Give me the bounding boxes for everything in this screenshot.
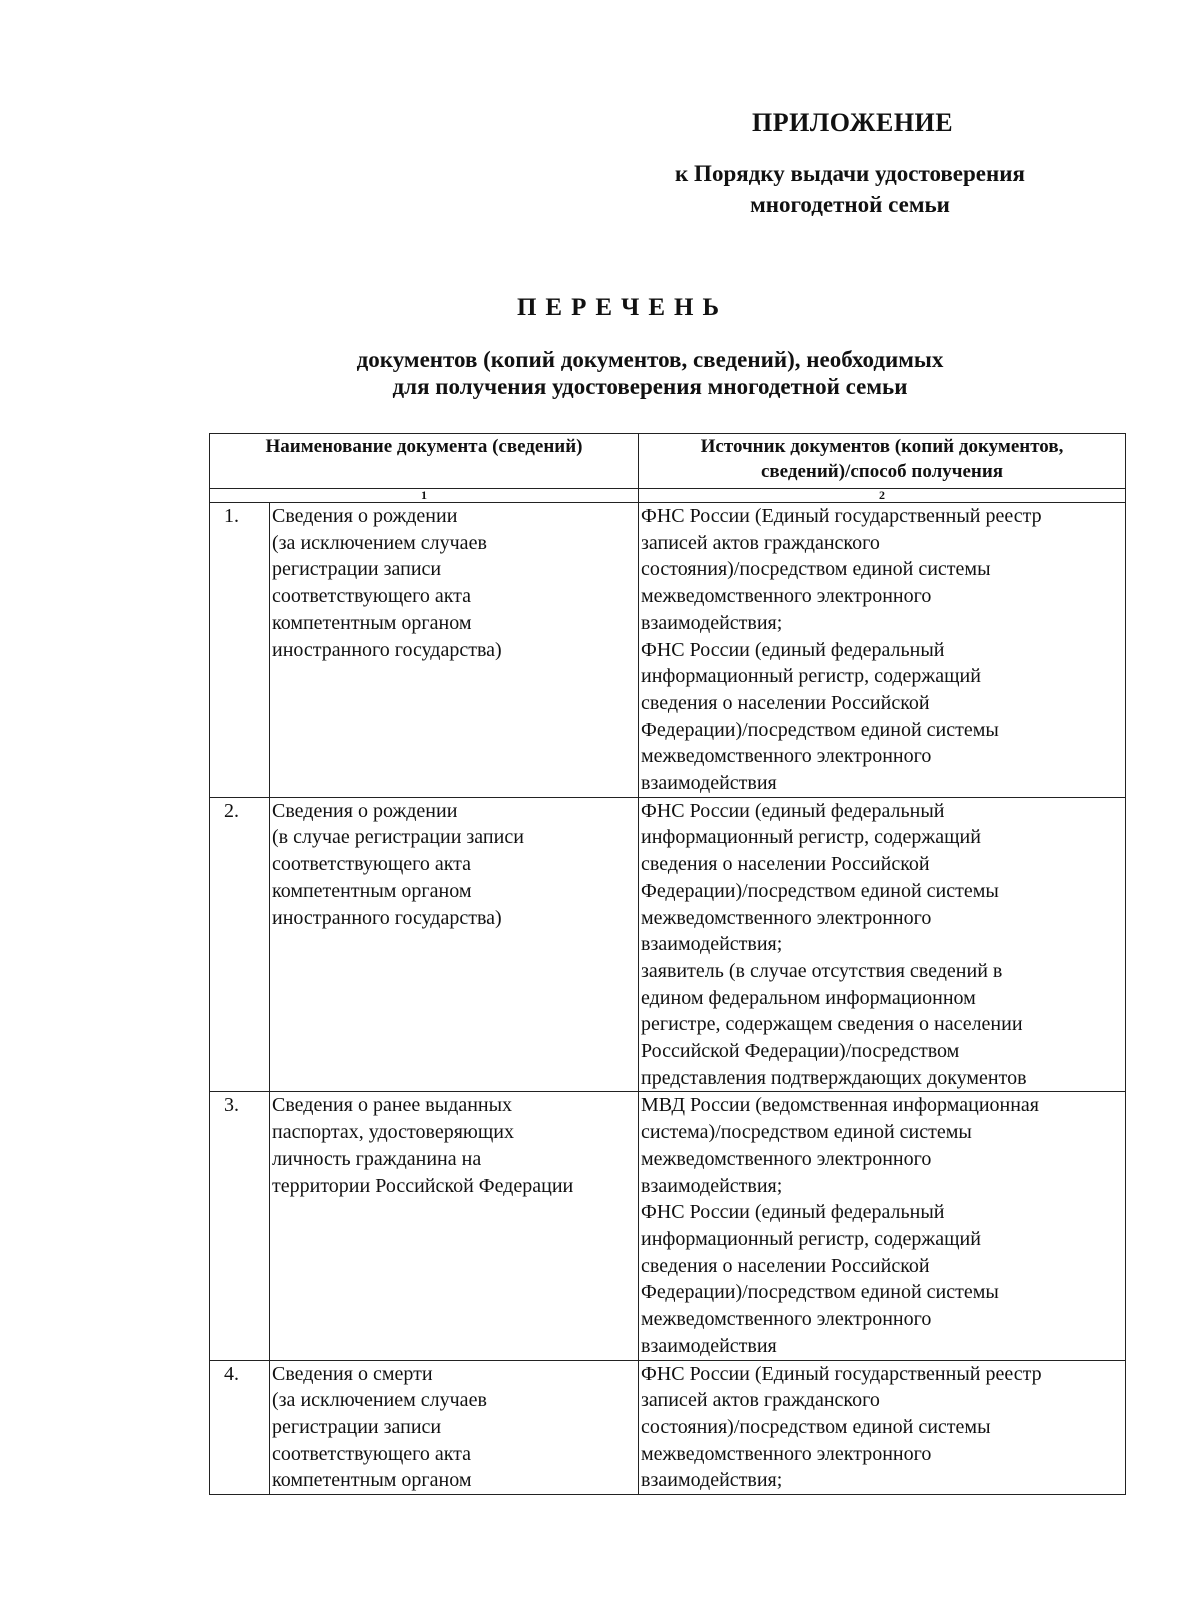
list-subtitle-line-2: для получения удостоверения многодетной семьи: [392, 374, 908, 399]
document-name-line: регистрации записи: [272, 558, 442, 581]
column-number-row: [210, 489, 1126, 503]
document-source-line: состояния)/посредством единой системы: [641, 558, 991, 581]
document-name-cell: [270, 797, 639, 1092]
document-source-cell: [639, 503, 1126, 798]
document-source-line: ФНС России (единый федеральный: [641, 638, 945, 661]
row-number: 1.: [210, 503, 270, 798]
col2-header-line-1: Источник документов (копий документов,: [700, 436, 1064, 457]
document-name-line: (за исключением случаев: [272, 1389, 487, 1412]
document-name-line: Сведения о рождении: [272, 799, 458, 822]
document-source-line: межведомственного электронного: [641, 906, 932, 929]
document-source-line: Федерации)/посредством единой системы: [641, 1281, 999, 1304]
document-source-line: сведения о населении Российской: [641, 691, 930, 714]
document-source-line: взаимодействия;: [641, 611, 783, 634]
document-source-line: состояния)/посредством единой системы: [641, 1415, 991, 1438]
document-source-line: межведомственного электронного: [641, 1308, 932, 1331]
document-name-line: личность гражданина на: [272, 1147, 482, 1170]
document-source-line: взаимодействия;: [641, 1174, 783, 1197]
document-name-cell: [270, 503, 639, 798]
document-source-line: информационный регистр, содержащий: [641, 826, 981, 849]
row-number: 3.: [210, 1092, 270, 1360]
document-source-line: взаимодействия;: [641, 1469, 783, 1492]
document-source-line: едином федеральном информационном: [641, 986, 976, 1009]
table-row: [210, 1360, 1126, 1495]
document-source-line: межведомственного электронного: [641, 1147, 932, 1170]
document-name-cell: [270, 1092, 639, 1360]
document-source-line: Федерации)/посредством единой системы: [641, 718, 999, 741]
appendix-subtitle: [600, 158, 1100, 220]
document-name-line: иностранного государства): [272, 638, 502, 661]
table-row: [210, 503, 1126, 798]
document-source-cell: [639, 797, 1126, 1092]
document-source-line: Федерации)/посредством единой системы: [641, 879, 999, 902]
col1-number: 1: [210, 489, 639, 503]
document-source-line: Российской Федерации)/посредством: [641, 1040, 960, 1063]
appendix-subtitle-line-1: к Порядку выдачи удостоверения: [675, 161, 1025, 186]
appendix-title: ПРИЛОЖЕНИЕ: [752, 108, 954, 137]
document-source-cell: [639, 1092, 1126, 1360]
col2-header: [639, 434, 1126, 489]
document-source-line: МВД России (ведомственная информационная: [641, 1094, 1040, 1117]
documents-table: [209, 433, 1126, 1495]
table-body: [210, 503, 1126, 1495]
document-source-line: регистре, содержащем сведения о населении: [641, 1013, 1023, 1036]
document-name-line: Сведения о рождении: [272, 505, 458, 527]
table-row: [210, 797, 1126, 1092]
document-name-line: соответствующего акта: [272, 853, 472, 876]
document-source-line: ФНС России (единый федеральный: [641, 799, 945, 822]
document-source-line: межведомственного электронного: [641, 1442, 932, 1465]
col2-number: 2: [639, 489, 1126, 503]
document-source-line: ФНС России (Единый государственный реестр: [641, 1362, 1042, 1385]
document-source-line: межведомственного электронного: [641, 585, 932, 608]
document-name-line: компетентным органом: [272, 1469, 472, 1492]
document-source-line: заявитель (в случае отсутствия сведений в: [641, 959, 1003, 982]
document-name-line: Сведения о смерти: [272, 1362, 433, 1385]
document-source-line: взаимодействия: [641, 1334, 777, 1357]
document-source-line: записей актов гражданского: [641, 1389, 880, 1412]
document-source-line: информационный регистр, содержащий: [641, 1227, 981, 1250]
appendix-subtitle-line-2: многодетной семьи: [750, 192, 950, 217]
document-name-line: Сведения о ранее выданных: [272, 1094, 513, 1117]
table-row: [210, 1092, 1126, 1360]
document-name-line: соответствующего акта: [272, 585, 472, 608]
document-name-line: паспортах, удостоверяющих: [272, 1121, 514, 1144]
row-number: 2.: [210, 797, 270, 1092]
document-name-line: компетентным органом: [272, 611, 472, 634]
document-name-line: территории Российской Федерации: [272, 1174, 574, 1197]
document-source-line: сведения о населении Российской: [641, 1254, 930, 1277]
document-source-line: система)/посредством единой системы: [641, 1121, 972, 1144]
document-source-line: информационный регистр, содержащий: [641, 665, 981, 688]
document-source-line: ФНС России (единый федеральный: [641, 1201, 945, 1224]
table-header-row: [210, 434, 1126, 489]
document-name-cell: [270, 1360, 639, 1495]
list-title: ПЕРЕЧЕНЬ: [516, 294, 729, 321]
document-source-line: сведения о населении Российской: [641, 853, 930, 876]
list-subtitle: [250, 346, 1050, 400]
document-name-line: компетентным органом: [272, 879, 472, 902]
row-number: 4.: [210, 1360, 270, 1495]
document-source-line: взаимодействия: [641, 772, 777, 795]
document-name-line: регистрации записи: [272, 1415, 442, 1438]
document-source-cell: [639, 1360, 1126, 1495]
document-source-line: межведомственного электронного: [641, 745, 932, 768]
document-source-line: представления подтверждающих документов: [641, 1066, 1027, 1089]
document-name-line: (за исключением случаев: [272, 531, 487, 554]
document-source-line: записей актов гражданского: [641, 531, 880, 554]
document-name-line: (в случае регистрации записи: [272, 826, 524, 849]
document-name-line: соответствующего акта: [272, 1442, 472, 1465]
col2-header-line-2: сведений)/способ получения: [760, 461, 1004, 482]
document-source-line: ФНС России (Единый государственный реестр: [641, 505, 1042, 527]
document-source-line: взаимодействия;: [641, 933, 783, 956]
list-subtitle-line-1: документов (копий документов, сведений), необходимых: [356, 347, 944, 372]
document-name-line: иностранного государства): [272, 906, 502, 929]
col1-header: Наименование документа (сведений): [210, 434, 639, 489]
